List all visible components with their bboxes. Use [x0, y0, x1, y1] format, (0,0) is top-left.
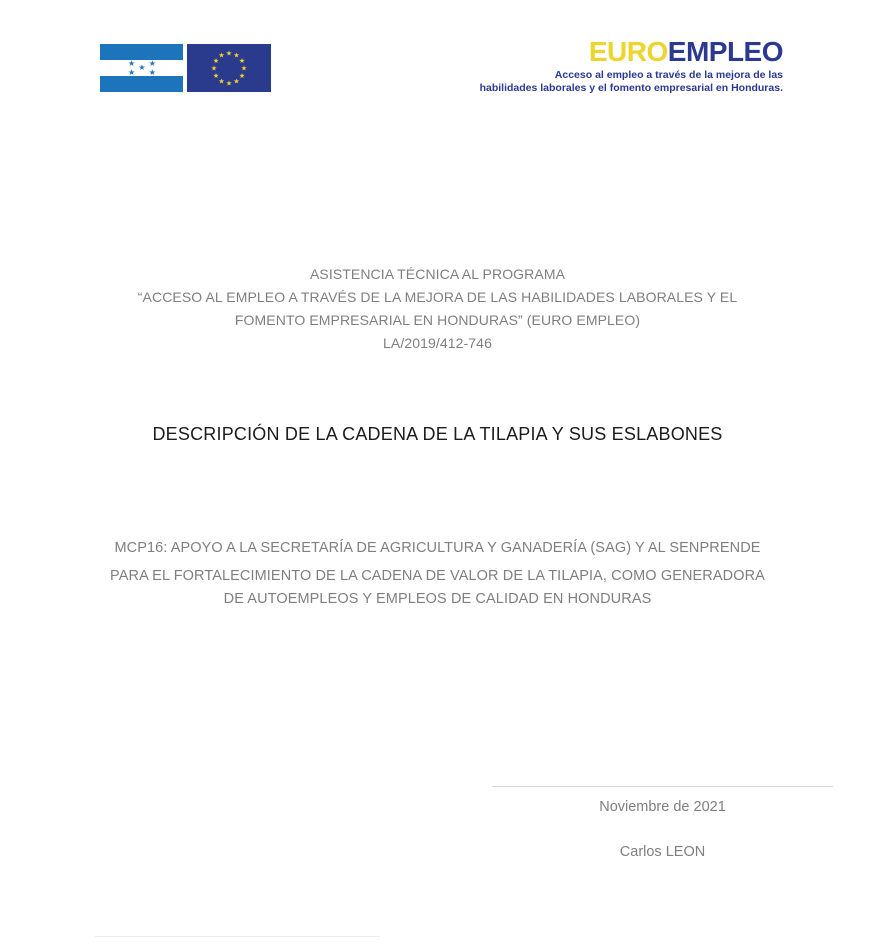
star-icon: ★ — [240, 64, 248, 73]
logo-tagline-line: Acceso al empleo a través de la mejora de las — [554, 69, 783, 81]
program-line: “ACCESO AL EMPLEO A TRAVÉS DE LA MEJORA DE LAS HABILIDADES LABORALES Y EL — [137, 289, 738, 305]
euroempleo-logo — [480, 37, 783, 94]
signoff-divider — [492, 786, 833, 787]
honduras-flag-stripe — [100, 76, 183, 92]
page-title: DESCRIPCIÓN DE LA CADENA DE LA TILAPIA Y SUS ESLABONES — [152, 424, 723, 444]
subtitle-line: DE AUTOEMPLEOS Y EMPLEOS DE CALIDAD EN HONDURAS — [223, 591, 652, 607]
program-line: LA/2019/412-746 — [383, 335, 492, 351]
star-icon: ★ — [233, 51, 240, 60]
subtitle-line: MCP16: APOYO A LA SECRETARÍA DE AGRICULTURA Y GANADERÍA (SAG) Y AL SENPRENDE — [114, 540, 761, 556]
star-icon: ★ — [225, 79, 233, 88]
signoff-block — [492, 786, 833, 861]
honduras-flag-stripe — [100, 44, 183, 60]
program-line: ASISTENCIA TÉCNICA AL PROGRAMA — [309, 266, 566, 282]
star-icon: ★ — [233, 77, 240, 86]
star-icon: ★ — [225, 49, 233, 58]
euroempleo-wordmark — [480, 37, 783, 67]
star-icon: ★ — [238, 72, 246, 80]
star-icon: ★ — [218, 77, 225, 86]
star-icon: ★ — [218, 51, 225, 60]
program-line: FOMENTO EMPRESARIAL EN HONDURAS” (EURO EMPLEO) — [234, 312, 641, 328]
logo-tagline — [480, 69, 783, 94]
eu-flag-icon — [187, 44, 271, 92]
star-icon: ★ — [212, 72, 220, 80]
subtitle-line: PARA EL FORTALECIMIENTO DE LA CADENA DE VALOR DE LA TILAPIA, COMO GENERADORA — [110, 567, 765, 584]
star-icon: ★ — [212, 57, 220, 65]
footer-divider — [95, 936, 380, 937]
publication-date: Noviembre de 2021 — [599, 799, 726, 815]
logo-tagline-line: habilidades laborales y el fomento empresarial en Honduras. — [479, 81, 783, 94]
program-heading-block — [0, 263, 875, 355]
wordmark-empleo: EMPLEO — [667, 36, 783, 67]
author-name: Carlos LEON — [619, 844, 706, 860]
wordmark-euro: EURO — [588, 36, 668, 67]
star-icon: ★ — [238, 57, 246, 65]
honduras-flag-icon — [100, 44, 183, 92]
header-flags-group — [100, 44, 271, 92]
star-icon: ★ — [210, 64, 218, 73]
subtitle-block — [0, 537, 875, 612]
